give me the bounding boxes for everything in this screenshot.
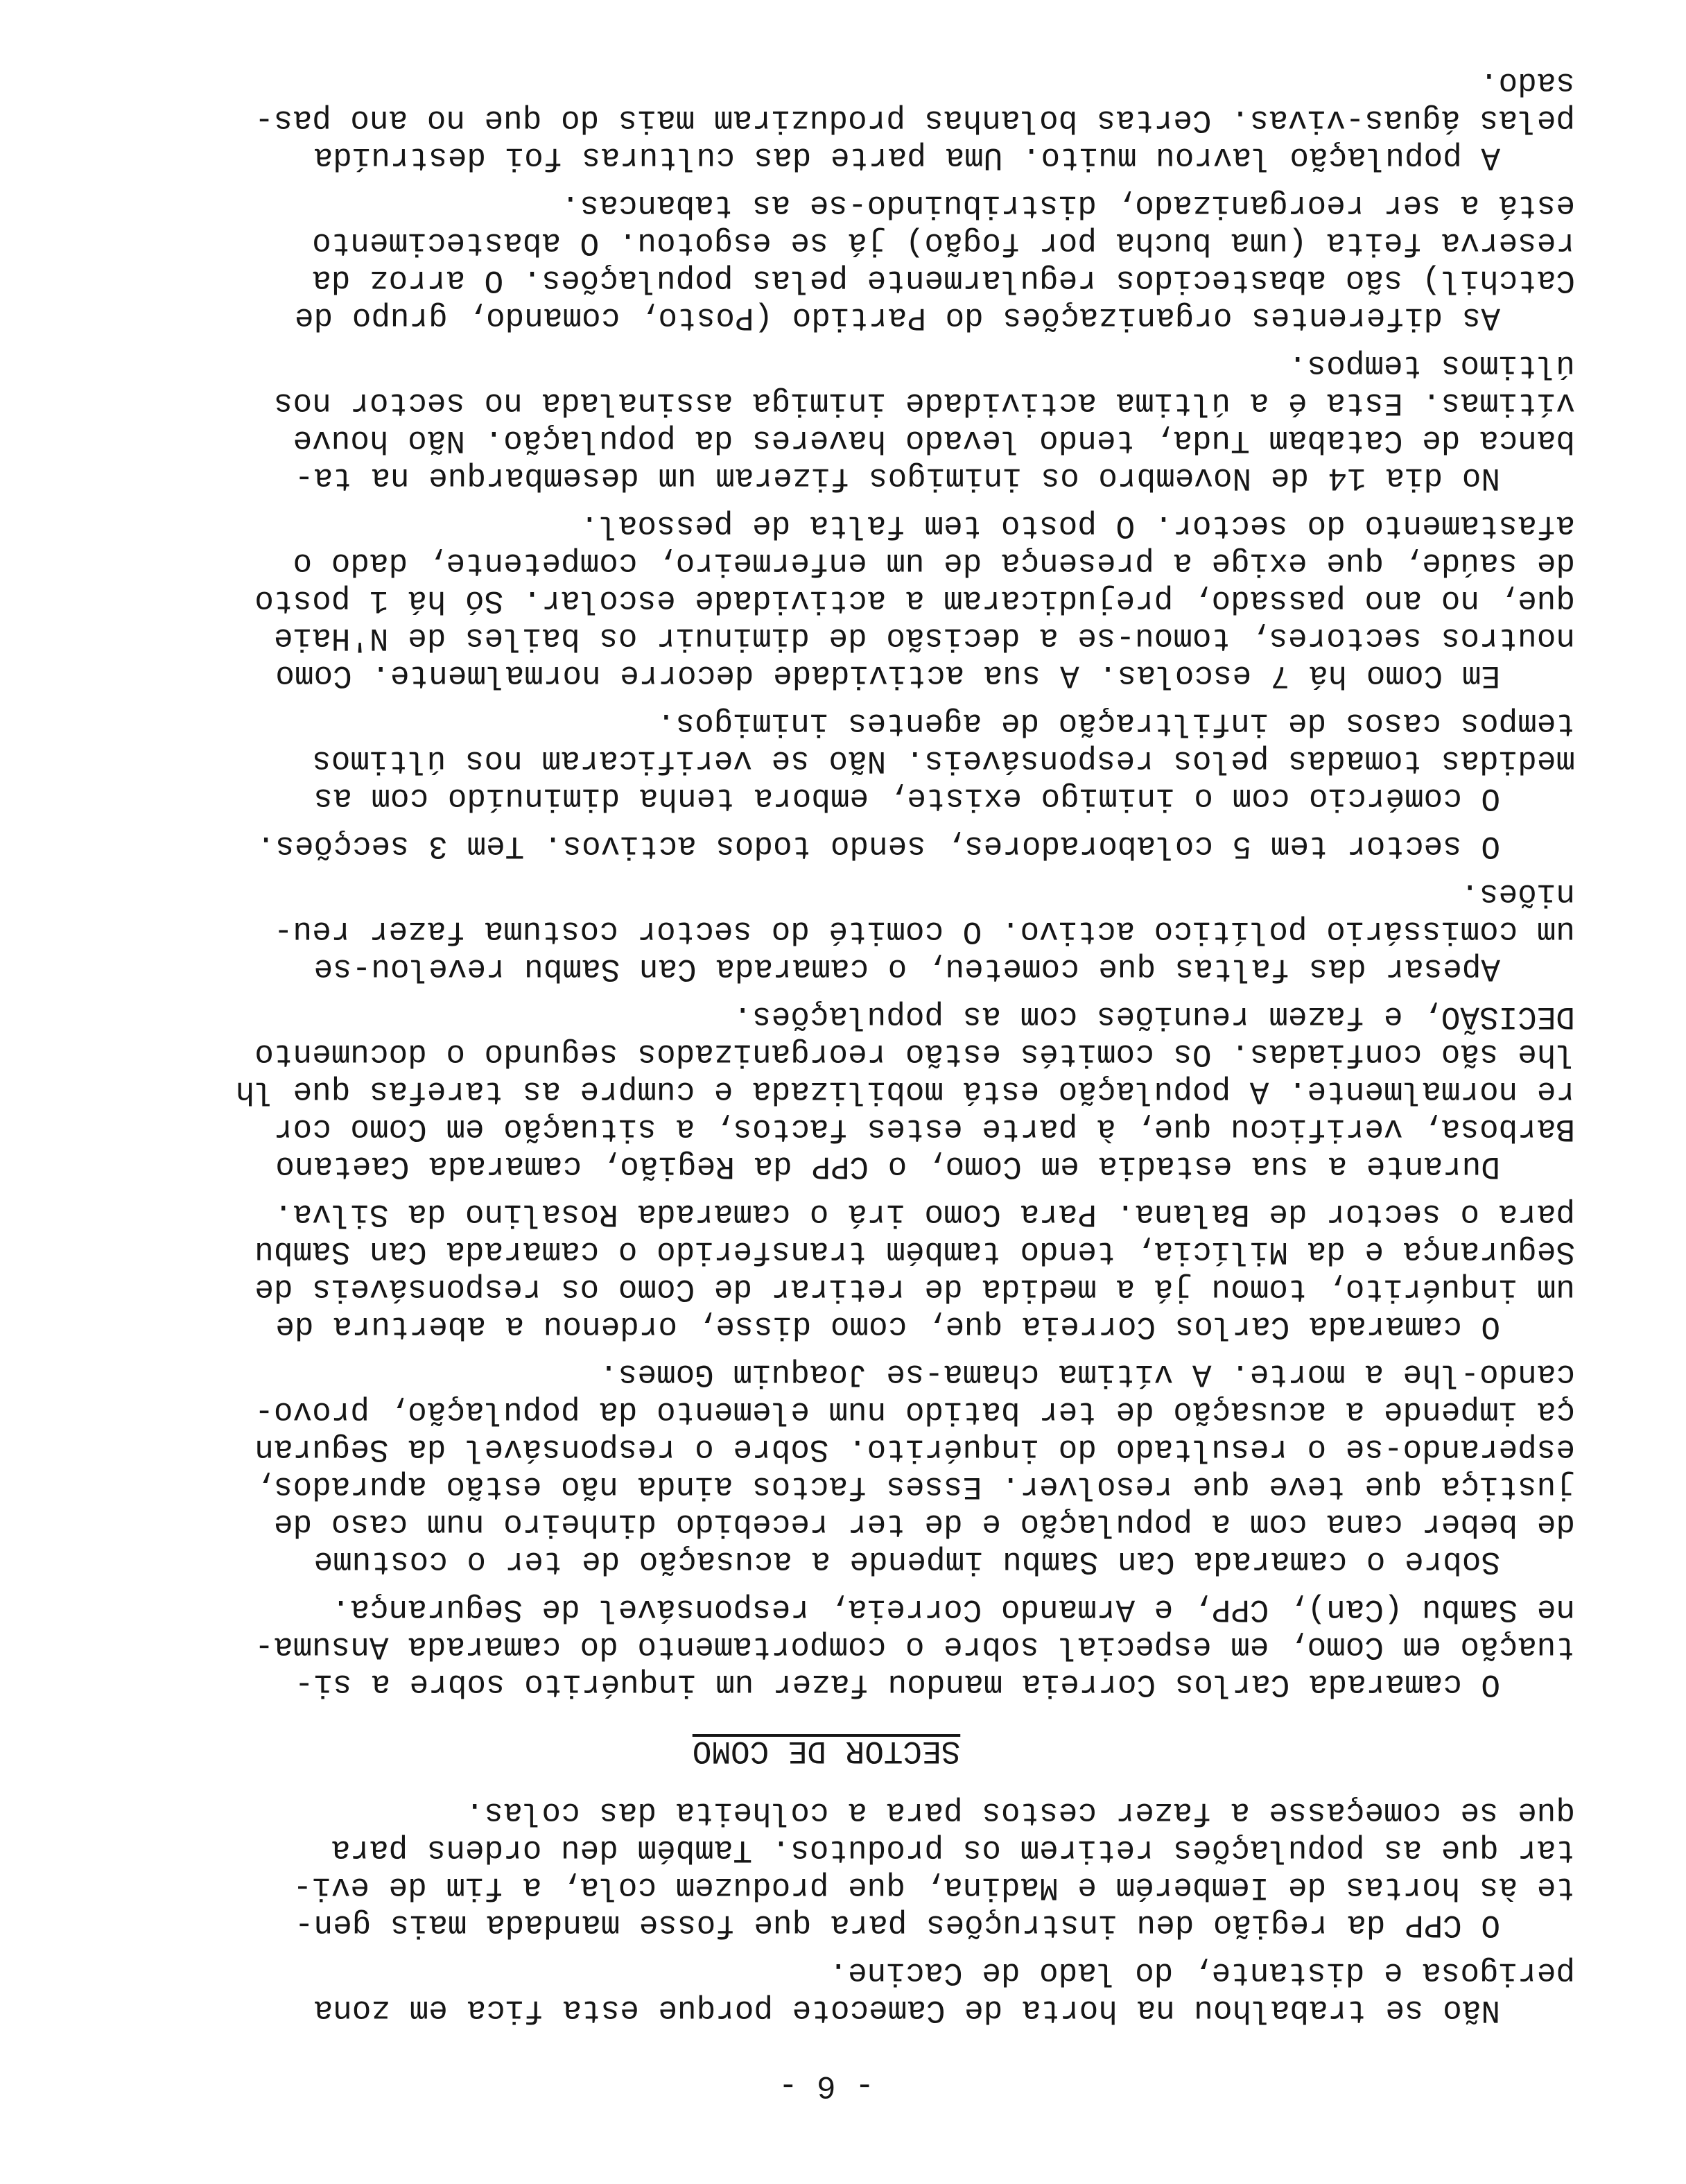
text-line: Não se trabalhou na horta de Camecote porque esta fica em zona bbox=[313, 1992, 1500, 2028]
paragraph bbox=[78, 347, 1575, 496]
text-line: Apesar das faltas que cometeu, o camarada Can Sambu revelou-se bbox=[313, 951, 1500, 987]
text-line: justiça que teve que resolver. Esses factos ainda não estão apurados, bbox=[254, 1468, 1575, 1505]
text-line: afastamento do sector. O posto tem falta de pessoal. bbox=[580, 508, 1575, 544]
section-heading bbox=[78, 1732, 1575, 1769]
text-line: esperando-se o resultado do inquérito. Sobre o responsável da Seguran bbox=[254, 1431, 1575, 1467]
text-line: ne Sambu (Can), CPP, e Armando Correia, responsável de Segurança. bbox=[331, 1591, 1575, 1627]
text-line: Catchil) são abastecidos regularmente pelas populações. O arroz da bbox=[312, 262, 1575, 298]
text-line: niões. bbox=[1460, 876, 1575, 912]
text-line: que se começasse a fazer cestos para a colheita das colas. bbox=[464, 1794, 1575, 1830]
paragraph bbox=[78, 704, 1575, 817]
text-line: um comissário político activo. O comité do sector costuma fazer reu- bbox=[273, 913, 1575, 949]
text-line: O camarada Carlos Correia mandou fazer um inquérito sobre a si- bbox=[294, 1666, 1500, 1702]
text-line: O comércio com o inimigo existe, embora tenha diminuído com as bbox=[313, 780, 1500, 816]
text-line: Segurança e da Milícia, tendo também transferido o camarada Can Sambu bbox=[254, 1233, 1575, 1269]
text-line: O sector tem 5 colaboradores, sendo todos activos. Tem 3 secções. bbox=[256, 828, 1500, 864]
paragraph bbox=[78, 1954, 1575, 2029]
text-line: noutros sectores, tomou-se a decisão de diminuir os bailes de N'Haie bbox=[273, 620, 1575, 656]
text-line: perigosa e distante, do lado de Cacine. bbox=[828, 1955, 1575, 1991]
section-heading-text: SECTOR DE COMO bbox=[692, 1733, 961, 1769]
paragraph bbox=[78, 998, 1575, 1185]
text-line: O camarada Carlos Correia que, como disse, ordenou a abertura de bbox=[275, 1308, 1500, 1344]
text-line: ça impende a acusação de ter batido num elemento da população, provo- bbox=[254, 1394, 1575, 1430]
paragraph bbox=[78, 875, 1575, 987]
text-line: cando-lhe a morte. A vítima chama-se Joaquim Gomes. bbox=[599, 1356, 1575, 1392]
text-line: tar que as populações retirem os produtos. Também deu ordens para bbox=[331, 1832, 1575, 1868]
text-line: te às hortas de Iemberém e Madina, que produzem cola, a fim de evi- bbox=[293, 1869, 1575, 1905]
text-line: últimos tempos. bbox=[1287, 347, 1575, 383]
text-line: lhe são confiadas. Os comités estão reorganizados segundo o documento bbox=[254, 1036, 1575, 1072]
text-line: A população lavrou muito. Uma parte das culturas foi destruída bbox=[313, 139, 1500, 175]
page-number: - 6 - bbox=[778, 2068, 875, 2104]
text-line: DECISÃO, e fazem reuniões com as populações. bbox=[733, 998, 1575, 1034]
paragraph bbox=[78, 64, 1575, 176]
intro-paragraphs bbox=[78, 1794, 1575, 2029]
paragraph bbox=[78, 507, 1575, 694]
page-content bbox=[78, 53, 1575, 2104]
paragraph bbox=[78, 1195, 1575, 1345]
text-line: No dia 14 de Novembro os inimigos fizeram um desembarque na ta- bbox=[294, 460, 1500, 496]
paragraph bbox=[78, 1794, 1575, 1943]
text-line: pelas águas-vivas. Certas bolanhas produziram mais do que no ano pas- bbox=[254, 102, 1575, 138]
paragraph bbox=[78, 1591, 1575, 1703]
paragraph bbox=[78, 827, 1575, 865]
text-line: para o sector de Balana. Para Como irá o camarada Rosalino da Silva. bbox=[273, 1196, 1575, 1232]
text-line: Em Como há 7 escolas. A sua actividade decorre normalmente. Como bbox=[275, 657, 1500, 693]
text-line: O CPP da região deu instruções para que fosse mandada mais gen- bbox=[294, 1907, 1500, 1943]
text-line: está a ser reorganizado, distribuindo-se as tabancas. bbox=[560, 187, 1575, 223]
text-line: Barbosa, verificou que, à parte estes factos, a situação em Como cor bbox=[273, 1111, 1575, 1147]
text-line: vítimas. Esta é a última actividade inimiga assinalada no sector nos bbox=[273, 385, 1575, 421]
text-line: banca de Catabam Tuda, tendo levado haveres da população. Não houve bbox=[293, 422, 1575, 458]
text-line: sado. bbox=[1479, 64, 1575, 101]
text-line: tempos casos de infiltração de agentes inimigos. bbox=[656, 705, 1575, 741]
text-line: Sobre o camarada Can Sambu impende a acusação de ter o costume bbox=[313, 1543, 1500, 1579]
text-line: As diferentes organizações do Partido (Posto, comando, grupo de bbox=[294, 300, 1500, 336]
text-line: de saúde, que exige a presença de um enfermeiro, competente, dado o bbox=[293, 545, 1575, 581]
text-line: re normalmente. A população está mobilizada e cumpre as tarefas que lh bbox=[235, 1073, 1575, 1109]
text-line: reserva feita (uma bucha por fogão) já se esgotou. O abastecimento bbox=[312, 225, 1575, 261]
text-line: um inquérito, tomou já a medida de retirar de Como os responsáveis de bbox=[254, 1271, 1575, 1307]
paragraph bbox=[78, 1355, 1575, 1580]
text-line: de beber cana com a população e de ter recebido dinheiro num caso de bbox=[273, 1506, 1575, 1542]
text-line: Durante a sua estadia em Como, o CPP da Região, camarada Caetano bbox=[275, 1148, 1500, 1184]
text-line: tuação em Como, em especial sobre o comportamento do camarada Ansuma- bbox=[254, 1629, 1575, 1665]
paragraph bbox=[78, 187, 1575, 336]
section-paragraphs bbox=[78, 64, 1575, 1703]
text-line: que, no ano passado, prejudicaram a actividade escolar. Só há 1 posto bbox=[254, 582, 1575, 618]
text-line: medidas tomadas pelos responsáveis. Não se verificaram nos últimos bbox=[312, 743, 1575, 779]
